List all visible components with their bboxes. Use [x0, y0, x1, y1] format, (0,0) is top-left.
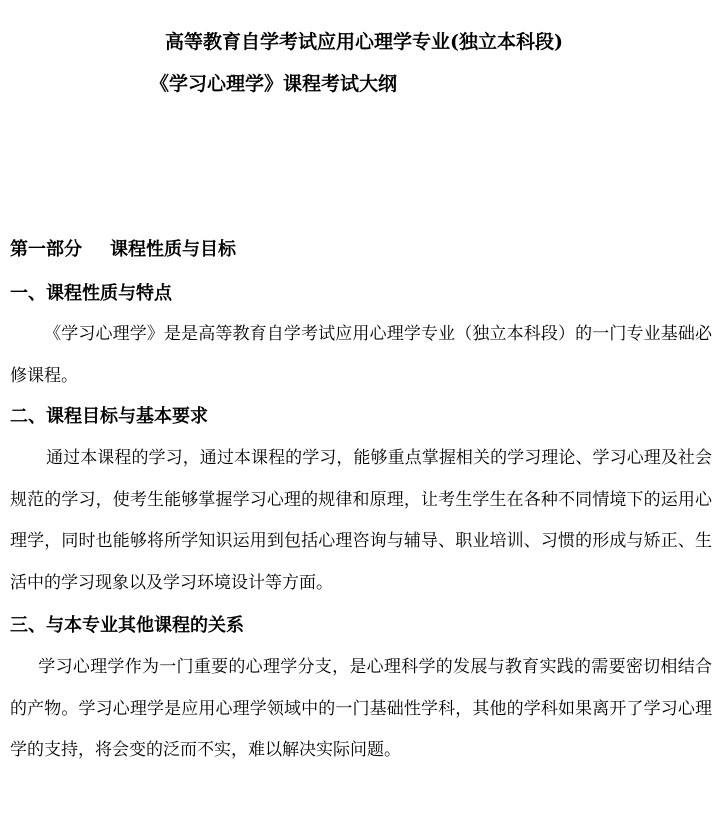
section-body-1 [10, 314, 712, 397]
section-body-2-text: 通过本课程的学习，通过本课程的学习，能够重点掌握相关的学习理论、学习心理及社会规范的学习，使考生能够掌握学习心理的规律和原理，让考生学生在各种不同情境下的运用心理学，同时也能够将所学知识运用到包括心理咨询与辅导、职业培训、习惯的形成与矫正、生活中的学习现象以及学习环境设计等方面。 [10, 448, 712, 593]
section-body-3-text: 学习心理学作为一门重要的心理学分支，是心理科学的发展与教育实践的需要密切相结合的产物。学习心理学是应用心理学领域中的一门基础性学科，其他的学科如果离开了学习心理学的支持，将会变的泛而不实，难以解决实际问题。 [10, 657, 712, 760]
part-heading [10, 238, 236, 262]
section-body-3 [10, 647, 712, 772]
document-title: 高等教育自学考试应用心理学专业(独立本科段) [165, 31, 563, 53]
section-heading-3: 三、与本专业其他课程的关系 [10, 615, 244, 636]
section-heading-2: 二、课程目标与基本要求 [10, 406, 208, 427]
section-body-1-text: 《学习心理学》是是高等教育自学考试应用心理学专业（独立本科段）的一门专业基础必修课程。 [10, 324, 712, 386]
section-body-2 [10, 438, 712, 604]
document-subtitle: 《学习心理学》课程考试大纲 [150, 73, 398, 95]
part-name: 课程性质与目标 [110, 239, 236, 260]
part-number: 第一部分 [10, 239, 82, 260]
section-heading-1: 一、课程性质与特点 [10, 283, 172, 304]
